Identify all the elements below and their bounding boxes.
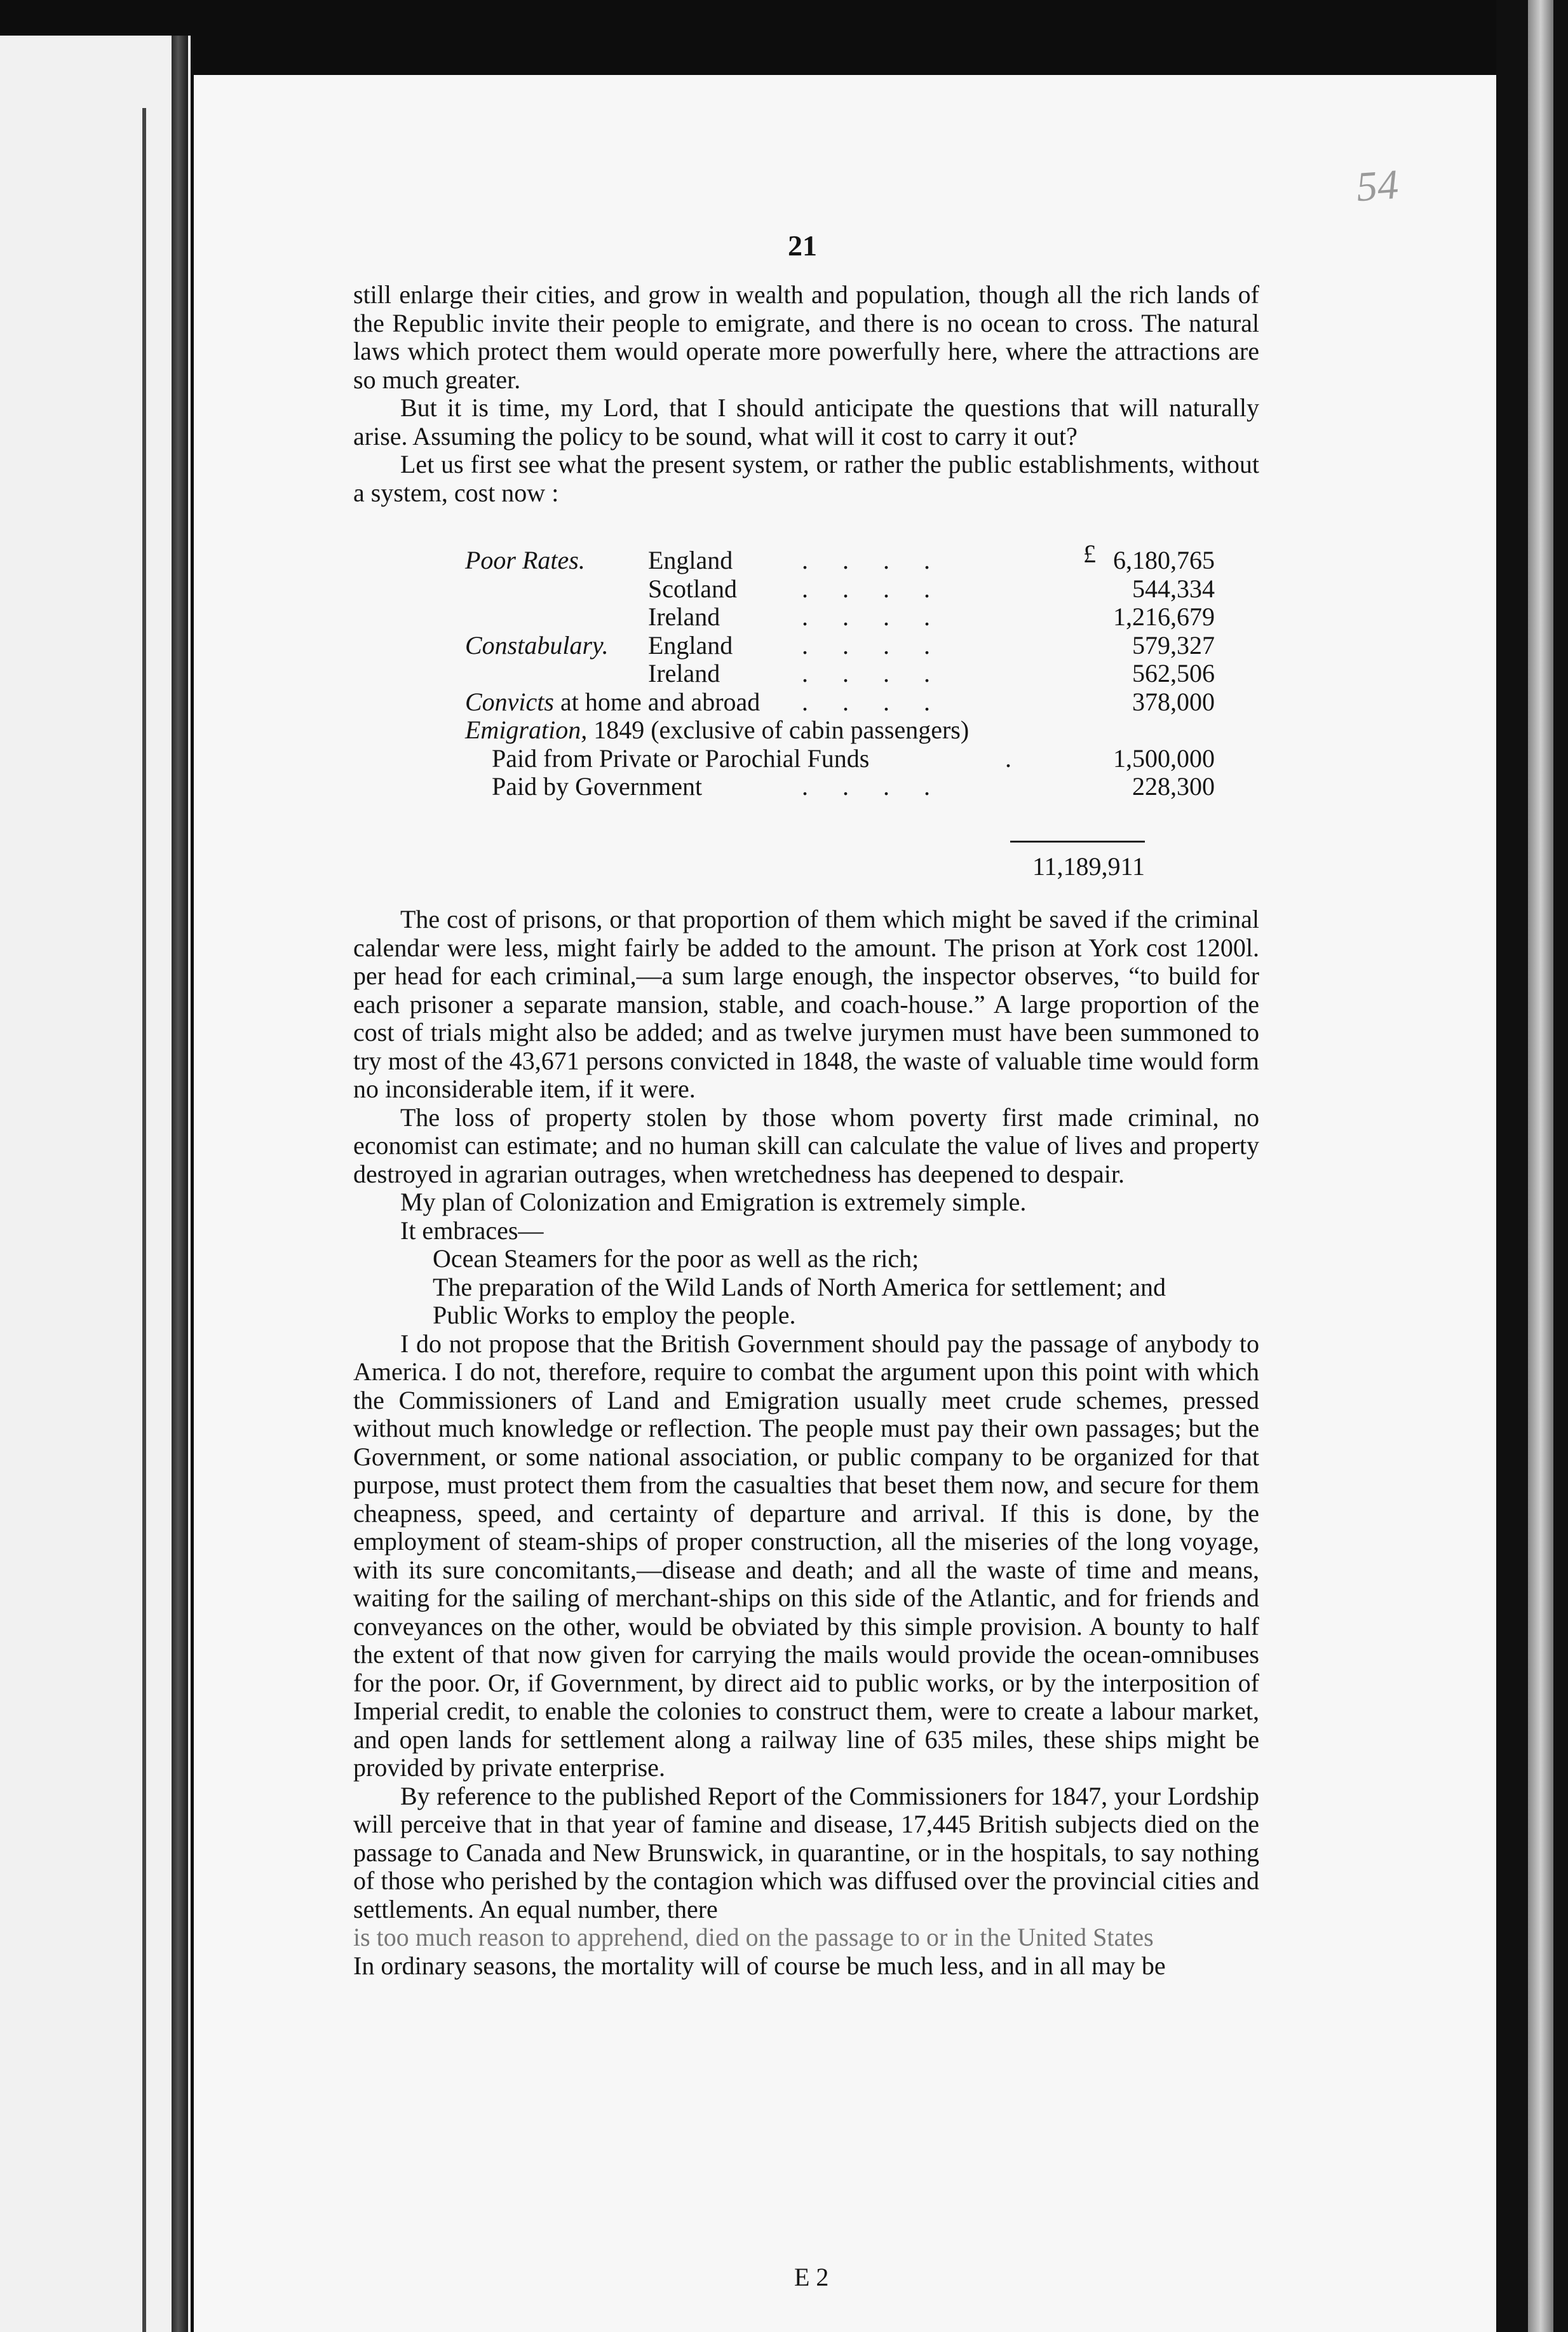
ledger-row xyxy=(465,632,1215,660)
ledger-amount: 378,000 xyxy=(1132,687,1215,716)
ledger-amount: 1,216,679 xyxy=(1113,602,1215,631)
archival-pencil-mark: 54 xyxy=(1355,161,1400,211)
ledger-item: Ireland xyxy=(648,659,720,688)
paragraph-plan: My plan of Colonization and Emigration is extremely simple. xyxy=(400,1188,1027,1216)
ledger-item: England xyxy=(648,546,733,574)
adjacent-page-strip xyxy=(0,36,191,2332)
ledger-amount: 6,180,765 xyxy=(1113,546,1215,574)
ledger-item: Paid from Private or Parochial Funds xyxy=(492,743,870,773)
leader-dots: .... xyxy=(802,546,964,574)
paragraph-question: But it is time, my Lord, that I should anticipate the questions that will naturally arise. Assuming the policy to be sound, what will it cost to carry it out? xyxy=(353,393,1259,451)
paragraph-prisons: The cost of prisons, or that proportion of them which might be saved if the criminal calendar were less, might fairly be added to the amount. The prison at York cost 1200l. per head for each criminal,—a sum large enough, the inspector observes, “to build for each prisoner a separate mansion, stable, and coach-house.” A large proportion of the cost of trials might also be added; and as twelve jurymen must have been summoned to try most of the 43,671 persons convicted in 1848, the waste of valuable time would form no inconsiderable item, if it were. xyxy=(353,905,1259,1103)
ledger-label: Convicts xyxy=(465,687,554,716)
ledger-item: Paid by Government xyxy=(492,772,703,801)
adjacent-page-rule xyxy=(142,108,146,2332)
faded-line: is too much reason to apprehend, died on the passage to or in the United States xyxy=(353,1923,1154,1951)
paragraph-continuation: still enlarge their cities, and grow in wealth and population, though all the rich lands of the Republic invite their people to emigrate, and there is no ocean to cross. The natural laws which protect them would operate more powerfully here, where the attractions are so much greater. xyxy=(353,280,1259,394)
ledger-amount: 579,327 xyxy=(1132,630,1215,660)
paragraph-system-cost: Let us first see what the present system, or rather the public establishments, without a system, cost now : xyxy=(353,450,1259,507)
list-item: Ocean Steamers for the poor as well as the rich; xyxy=(433,1244,919,1273)
opening-text xyxy=(353,281,1259,507)
ledger-row-government xyxy=(465,773,1215,801)
ledger-row xyxy=(465,575,1215,604)
ledger-item: Ireland xyxy=(648,602,720,631)
ledger-item: Scotland xyxy=(648,574,737,603)
currency-symbol: £ xyxy=(1083,539,1096,568)
ledger-amount: 544,334 xyxy=(1132,574,1215,603)
leader-dots: . xyxy=(1005,743,1046,773)
ledger-amount: 562,506 xyxy=(1132,659,1215,688)
ledger-item: at home and abroad xyxy=(560,687,760,716)
ledger-amount: 228,300 xyxy=(1132,772,1215,801)
ledger-row-convicts xyxy=(465,688,1215,717)
ledger-row-private xyxy=(465,745,1215,773)
page-number: 21 xyxy=(788,229,817,262)
paragraph-passage: I do not propose that the British Government should pay the passage of anybody to America. I do not, therefore, require to combat the argument upon this point with which the Commissioners of Land and Emigration usually meet crude schemes, pressed without much knowledge or reflection. The people must pay their own passages; but the Government, or some national association, or public company to be organized for that purpose, must protect them from the casualties that beset them now, and secure for them cheapness, speed, and certainty of departure and arrival. If this is done, by the employment of steam-ships of proper construction, all the miseries of the long voyage, with its sure concomitants,—disease and death; and all the waste of time and means, waiting for the sailing of merchant-ships on this side of the Atlantic, and for friends and conveyances on the other, would be obviated by this simple provision. A bounty to half the extent of that now given for carrying the mails would provide the ocean-omnibuses for the poor. Or, if Government, by direct aid to public works, or by the interposition of Imperial credit, to enable the colonies to construct them, were to create a labour market, and open lands for settlement along a railway line of 635 miles, these ships might be provided by private enterprise. xyxy=(353,1329,1259,1782)
ledger-label: Constabulary. xyxy=(465,630,609,660)
binding-shadow xyxy=(172,36,188,2332)
ledger-item: 1849 (exclusive of cabin passengers) xyxy=(593,715,970,744)
paragraph-property-loss: The loss of property stolen by those whom poverty first made criminal, no economist can estimate; and no human skill can calculate the value of lives and property destroyed in agrarian outrages, when wretchedness has deepened to despair. xyxy=(353,1102,1259,1188)
total-rule xyxy=(1010,841,1145,843)
page-stack-edge xyxy=(1528,0,1553,2332)
leader-dots: .... xyxy=(802,602,964,631)
embraces-intro: It embraces— xyxy=(400,1216,544,1245)
paragraph-report: By reference to the published Report of the Commissioners for 1847, your Lordship will perceive that in that year of famine and disease, 17,445 British subjects died on the passage to Canada and New Brunswick, in quarantine, or in the hospitals, to say nothing of those who perished by the contagion which was diffused over the provincial cities and settlements. An equal number, there xyxy=(353,1781,1259,1923)
list-item: The preparation of the Wild Lands of North America for settlement; and xyxy=(433,1272,1166,1301)
ledger-item: England xyxy=(648,630,733,660)
signature-mark: E 2 xyxy=(794,2263,829,2291)
leader-dots: .... xyxy=(802,687,964,716)
leader-dots: .... xyxy=(802,574,964,603)
ledger-amount: 1,500,000 xyxy=(1113,743,1215,773)
final-line: In ordinary seasons, the mortality will of course be much less, and in all may be xyxy=(353,1951,1166,1980)
ledger-label: Poor Rates. xyxy=(465,546,585,574)
ledger-row xyxy=(465,603,1215,632)
leader-dots: .... xyxy=(802,772,964,801)
ledger-row xyxy=(465,546,1215,575)
ledger-row-emigration xyxy=(465,716,1215,745)
body-text xyxy=(353,905,1259,1980)
ledger-total: 11,189,911 xyxy=(1032,852,1145,881)
leader-dots: .... xyxy=(802,659,964,688)
ledger-label: Emigration, xyxy=(465,715,588,744)
list-item: Public Works to employ the people. xyxy=(433,1301,796,1329)
cost-ledger xyxy=(465,546,1215,801)
leader-dots: .... xyxy=(802,630,964,660)
scan-top-border xyxy=(0,0,1568,36)
ledger-row xyxy=(465,660,1215,688)
plan-list xyxy=(433,1245,1259,1330)
